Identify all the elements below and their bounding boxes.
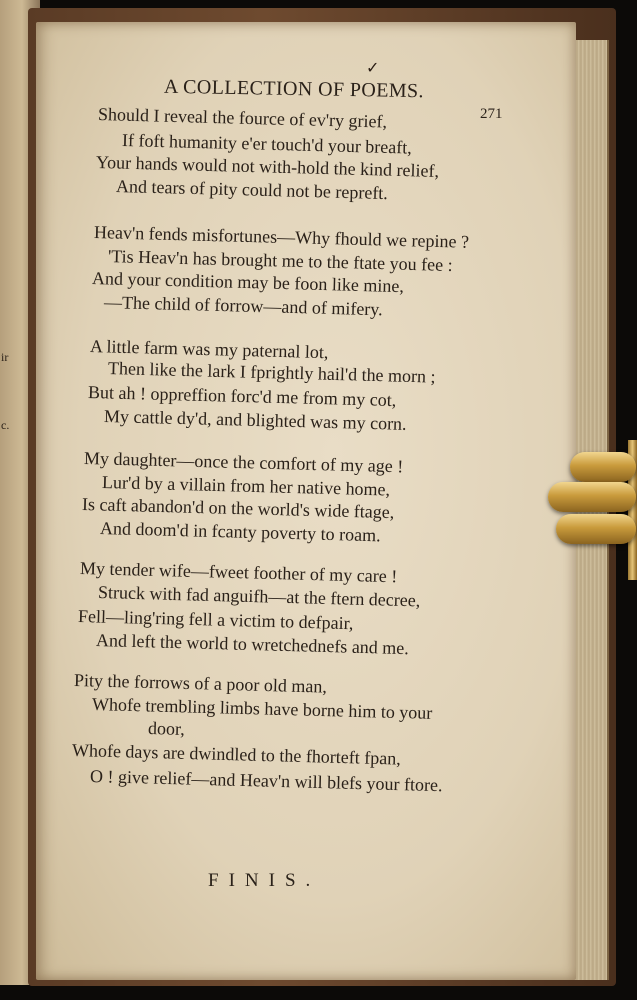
poem-line: My tender wife—fweet foother of my care ! [79,558,398,587]
clip-prong [556,514,636,544]
poem-line: Then like the lark I fprightly hail'd the morn ; [107,358,436,387]
left-page-fragment: c. [1,418,10,432]
left-page-fragment: ir [1,350,9,364]
poem-line: —The child of forrow—and of mifery. [103,292,383,320]
poem-line: Whofe trembling limbs have borne him to your [91,694,433,723]
poem-line: Fell—ling'ring fell a victim to defpair, [77,606,354,634]
tear-mark: ✓ [366,60,380,77]
page-number: 271 [480,106,503,122]
poem-line: O ! give relief—and Heav'n will blefs your ftore. [89,766,443,796]
clip-prong [548,482,636,512]
running-head: A COLLECTION OF POEMS. [163,75,425,103]
poem-line: My daughter—once the comfort of my age ! [83,448,404,477]
poem-line: 'Tis Heav'n has brought me to the ftate you fee : [107,246,453,276]
poem-line: Your hands would not with-hold the kind relief, [95,152,440,181]
finis-footer: FINIS. [208,870,321,891]
poem-line: Struck with fad anguifh—at the ftern decree, [97,582,421,611]
poem-line: Is caft abandon'd on the world's wide ftage, [81,494,395,523]
poem-line: And left the world to wretchednefs and me. [95,630,410,659]
clip-prong [570,452,636,482]
poem-line: Lur'd by a villain from her native home, [101,472,391,500]
poem-line: And doom'd in fcanty poverty to roam. [99,518,381,546]
brass-page-clip [548,440,637,580]
poem-line: A little farm was my paternal lot, [89,336,329,363]
poem-line: Heav'n fends misfortunes—Why fhould we repine ? [93,222,470,252]
poem-line: And tears of pity could not be repreft. [115,176,389,204]
poem-line: Pity the forrows of a poor old man, [73,670,328,697]
poem-line: If foft humanity e'er touch'd your breaft, [121,130,413,158]
poem-line: Should I reveal the fource of ev'ry grief, [97,104,388,132]
poem-line: And your condition may be foon like mine, [91,268,405,297]
poem-line: My cattle dy'd, and blighted was my corn. [103,406,407,434]
poem-line: door, [147,718,186,739]
poem-line: But ah ! oppreffion forc'd me from my cot, [87,382,397,411]
poem-line: Whofe days are dwindled to the fhorteft fpan, [71,740,402,769]
